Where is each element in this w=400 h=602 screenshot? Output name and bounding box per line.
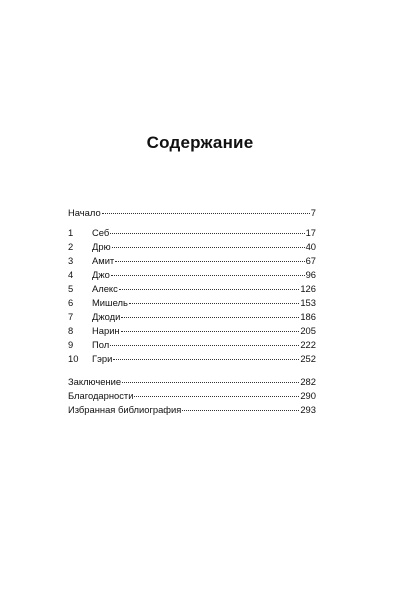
dot-leader <box>113 359 299 360</box>
chapter-number: 5 <box>68 283 74 294</box>
table-of-contents <box>68 206 316 436</box>
toc-page: 126 <box>300 283 316 294</box>
toc-entry-back <box>68 403 316 417</box>
chapter-number: 8 <box>68 325 74 336</box>
toc-page: 290 <box>300 390 316 401</box>
dot-leader <box>102 213 310 214</box>
toc-page: 222 <box>300 339 316 350</box>
toc-entry-chapter <box>68 310 316 324</box>
chapter-number: 1 <box>68 227 74 238</box>
toc-label: Нарин <box>92 325 120 336</box>
chapter-number: 6 <box>68 297 74 308</box>
chapter-number: 7 <box>68 311 74 322</box>
toc-page: 293 <box>300 404 316 415</box>
dot-leader <box>122 382 299 383</box>
dot-leader <box>182 410 299 411</box>
dot-leader <box>112 247 305 248</box>
toc-page: 17 <box>305 227 316 238</box>
toc-label: Пол <box>92 339 110 350</box>
chapter-number: 10 <box>68 353 79 364</box>
chapter-number: 2 <box>68 241 74 252</box>
page-title: Содержание <box>146 133 254 152</box>
toc-entry-chapter <box>68 282 316 296</box>
toc-entry-chapter <box>68 338 316 352</box>
toc-label: Благодарности <box>68 390 134 401</box>
toc-entry-chapter <box>68 352 316 366</box>
toc-page: 96 <box>305 269 316 280</box>
dot-leader <box>121 317 299 318</box>
toc-label: Джоди <box>92 311 121 322</box>
dot-leader <box>115 261 304 262</box>
dot-leader <box>121 331 300 332</box>
toc-entry-chapter <box>68 268 316 282</box>
dot-leader <box>111 275 305 276</box>
toc-page: 40 <box>305 241 316 252</box>
toc-entry-chapter <box>68 240 316 254</box>
toc-label: Избранная библиография <box>68 404 182 415</box>
toc-label: Джо <box>92 269 110 280</box>
toc-label: Начало <box>68 207 101 218</box>
toc-entry-intro <box>68 206 316 220</box>
toc-label: Алекс <box>92 283 118 294</box>
toc-page: 7 <box>310 207 316 218</box>
dot-leader <box>110 345 299 346</box>
toc-page: 252 <box>300 353 316 364</box>
toc-label: Заключение <box>68 376 122 387</box>
chapter-number: 4 <box>68 269 74 280</box>
toc-label: Себ <box>92 227 110 238</box>
toc-label: Амит <box>92 255 115 266</box>
chapter-number: 3 <box>68 255 74 266</box>
toc-page: 186 <box>300 311 316 322</box>
dot-leader <box>110 233 304 234</box>
toc-page: 67 <box>305 255 316 266</box>
dot-leader <box>119 289 300 290</box>
toc-entry-chapter <box>68 226 316 240</box>
dot-leader <box>134 396 299 397</box>
toc-entry-back <box>68 389 316 403</box>
toc-entry-chapter <box>68 254 316 268</box>
toc-label: Гэри <box>92 353 113 364</box>
toc-label: Дрю <box>92 241 111 252</box>
toc-page: 282 <box>300 376 316 387</box>
dot-leader <box>129 303 300 304</box>
toc-page: 153 <box>300 297 316 308</box>
toc-entry-chapter <box>68 324 316 338</box>
toc-entry-back <box>68 375 316 389</box>
toc-page: 205 <box>300 325 316 336</box>
toc-entry-chapter <box>68 296 316 310</box>
chapter-number: 9 <box>68 339 74 350</box>
toc-label: Мишель <box>92 297 128 308</box>
